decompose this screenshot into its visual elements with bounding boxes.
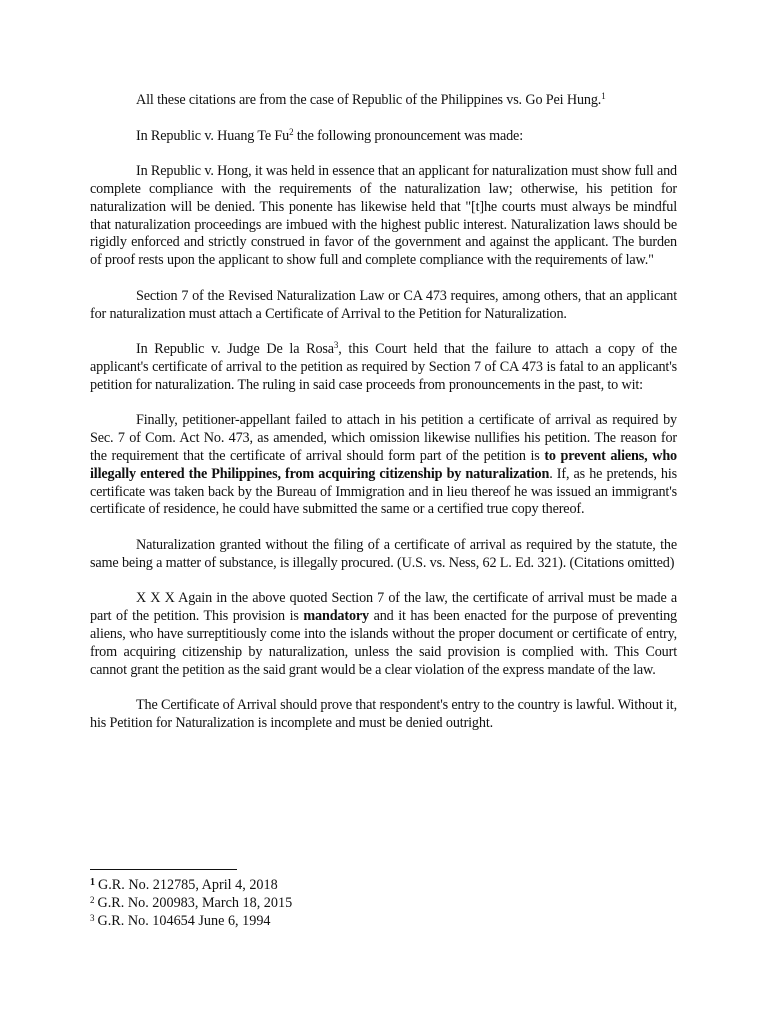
footnote-text: G.R. No. 104654 June 6, 1994	[97, 913, 271, 929]
footnote-number: 3	[90, 913, 95, 923]
footnote-ref-3[interactable]: 3	[333, 340, 339, 351]
footnote-divider	[90, 869, 237, 870]
footnote-number: 1	[90, 877, 95, 888]
footnote-ref-1[interactable]: 1	[601, 91, 606, 101]
footnotes	[90, 876, 677, 930]
emphasis-mandatory: mandatory	[303, 608, 369, 625]
emphasis-prevent-aliens: to prevent aliens, who illegally entered the Philippines, from acquiring citizenship by naturalization	[90, 447, 678, 482]
paragraph-section-7: Section 7 of the Revised Naturalization Law or CA 473 requires, among others, that an applicant for naturalization must attach a Certificate of Arrival to the Petition for Naturalization.	[90, 287, 677, 322]
footnote-ref-2[interactable]: 2	[289, 126, 294, 137]
footnote-text: G.R. No. 212785, April 4, 2018	[98, 877, 278, 893]
paragraph-xxx-again: X X X Again in the above quoted Section 7 of the law, the certificate of arrival must be made a part of the petition. This provision is mandatory and it has been enacted for the purpose of preventing aliens, who have surreptitiously come into the islands without the proper document or certificate of entry, from acquiring citizenship by naturalization, unless the said provision is complied with. This Court cannot grant the petition as the said grant would be a clear violation of the express mandate of the law.	[90, 590, 677, 678]
footnote-1	[90, 876, 677, 894]
footnote-3	[90, 912, 677, 930]
footnote-2	[90, 894, 677, 912]
paragraph-naturalization-granted: Naturalization granted without the filing of a certificate of arrival as required by the statute, the same being a matter of substance, is illegally procured. (U.S. vs. Ness, 62 L. Ed. 321). (Citations omitted)	[90, 536, 677, 571]
paragraph-huang-te-fu: In Republic v. Huang Te Fu$^2$ the following pronouncement was made:	[136, 126, 524, 144]
paragraph-intro: All these citations are from the case of Republic of the Philippines vs. Go Pei Hung.$^1$	[136, 91, 606, 108]
paragraph-republic-v-hong: In Republic v. Hong, it was held in essence that an applicant for naturalization must show full and complete compliance with the requirements of the naturalization law; otherwise, his petition for naturalization will be denied. This ponente has likewise held that "[t]he courts must always be mindful that naturalization proceedings are imbued with the highest public interest. Naturalization laws should be rigidly enforced and strictly construed in favor of the government and against the applicant. The burden of proof rests upon the applicant to show full and complete compliance with the requirements of law."	[90, 163, 677, 269]
footnote-number: 2	[90, 895, 95, 905]
paragraph-conclusion: The Certificate of Arrival should prove that respondent's entry to the country is lawful. Without it, his Petition for Naturalization is incomplete and must be denied outright.	[90, 697, 677, 731]
paragraph-de-la-rosa: In Republic v. Judge De la Rosa$^3$, this Court held that the failure to attach a copy of the applicant's certificate of arrival to the petition as required by Section 7 of CA 473 is fatal to an applicant's petition for naturalization. The ruling in said case proceeds from pronouncements in the past, to wit:	[90, 340, 677, 393]
document-body	[90, 92, 677, 750]
footnote-text: G.R. No. 200983, March 18, 2015	[97, 895, 293, 911]
paragraph-finally: Finally, petitioner-appellant failed to attach in his petition a certificate of arrival as required by Sec. 7 of Com. Act No. 473, as amended, which omission likewise nullifies his petition. The reason for the requirement that the certificate of arrival should form part of the petition is to prevent aliens, who illegally entered the Philippines, from acquiring citizenship by naturalization. If, as he pretends, his certificate was taken back by the Bureau of Immigration and in lieu thereof he was issued an immigrant's certificate of residence, he could have submitted the same or a certified true copy thereof.	[90, 412, 678, 518]
